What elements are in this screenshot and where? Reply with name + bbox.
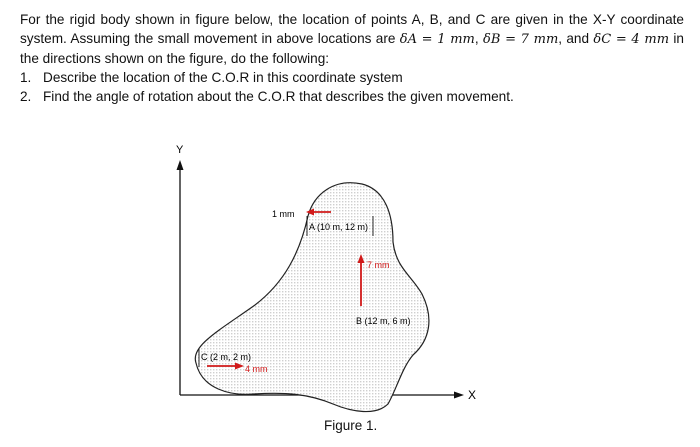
x-axis-label: X <box>468 388 477 402</box>
y-axis-label: Y <box>176 144 184 156</box>
separator: , and <box>558 31 594 46</box>
separator: , <box>474 31 483 46</box>
delta-a-value: δA = 1 mm <box>399 32 475 47</box>
task-number: 2. <box>20 89 32 104</box>
y-axis-arrowhead <box>177 160 184 170</box>
displacement-c-label: 4 mm <box>245 364 268 374</box>
intro-text-end: in the directions shown on the figure, do the following: <box>20 31 684 66</box>
task-text: Find the angle of rotation about the C.O.R that describes the given movement. <box>43 89 514 104</box>
delta-c-value: δC = 4 mm <box>593 32 670 47</box>
task-number: 1. <box>20 70 32 85</box>
rigid-body-shape <box>195 183 429 412</box>
point-c-label: C (2 m, 2 m) <box>201 352 252 362</box>
x-axis-arrowhead <box>454 392 464 399</box>
point-a-label: A (10 m, 12 m) <box>309 222 369 232</box>
delta-b-value: δB = 7 mm <box>483 32 559 47</box>
displacement-b-label: 7 mm <box>367 260 390 270</box>
figure-caption: Figure 1. <box>324 418 378 433</box>
displacement-a-label: 1 mm <box>272 209 295 219</box>
task-text: Describe the location of the C.O.R in this coordinate system <box>43 70 403 85</box>
point-b-label: B (12 m, 6 m) <box>356 316 411 326</box>
intro-text: For the rigid body shown in figure below, the location of points A, B, and C are given in the X-Y coordinate system. Assuming the small movement in above locations are <box>20 12 684 46</box>
